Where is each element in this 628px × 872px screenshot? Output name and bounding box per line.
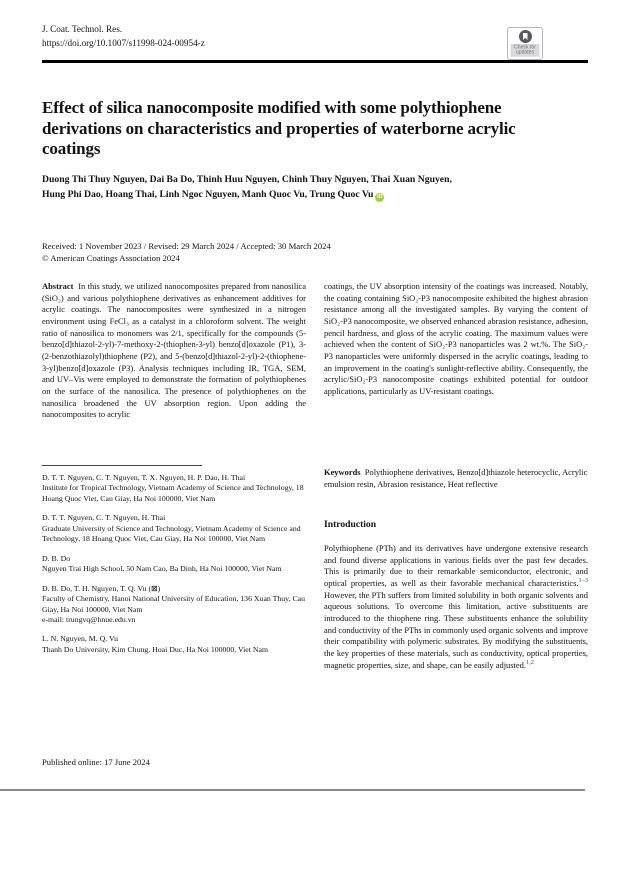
abstract-paragraph <box>42 281 306 421</box>
author-list <box>42 172 588 202</box>
footnote-2-affiliation: Graduate University of Science and Technology, Vietnam Academy of Science and Technology, 18 Hoang Quoc Viet, Cau Giay, Ha Noi 100000, Viet Nam <box>42 523 301 544</box>
copyright-line: © American Coatings Association 2024 <box>42 252 180 263</box>
journal-name: J. Coat. Technol. Res. <box>42 24 123 34</box>
page-title: Effect of silica nanocomposite modified with some polythiophene derivations on characteristics and properties of waterborne acrylic coatings <box>42 98 516 158</box>
authors-line-2 <box>42 187 588 202</box>
intro-text-2: However, the PTh suffers from limited solubility in both organic solvents and aqueous solutions. To overcome this limitation, active substituents are introduced to the thiophene ring. These substituents enhance the solubility and conductivity of the PThs in commonly used organic solvents and improve their compatibility with polymeric substrates. By modifying the substituents, the key properties of these materials, such as conductivity, optical properties, magnetic properties, size, and shape, can be easily adjusted. <box>324 589 588 670</box>
affiliation-footnotes <box>42 465 306 664</box>
footnote-rule <box>42 465 202 466</box>
footnote-1-names: D. T. T. Nguyen, C. T. Nguyen, T. X. Nguyen, H. P. Dao, H. Thai <box>42 473 246 482</box>
authors-line-1: Duong Thi Thuy Nguyen, Dai Ba Do, Thinh Huu Nguyen, Chinh Thuy Nguyen, Thai Xuan Nguyen, <box>42 174 452 185</box>
citation-ref-1-3[interactable]: 1–3 <box>578 577 588 585</box>
footnote-1 <box>42 473 306 504</box>
journal-header <box>42 23 205 50</box>
keywords-block <box>324 467 588 490</box>
check-updates-label <box>511 44 540 57</box>
check-for-updates-badge[interactable] <box>507 27 543 60</box>
left-column <box>42 281 306 731</box>
footnote-4-email[interactable]: e-mail: trungvq@hnue.edu.vn <box>42 614 136 624</box>
introduction-paragraph <box>324 543 588 671</box>
keywords-text: Polythiophene derivatives, Benzo[d]thiazole heterocyclic, Acrylic emulsion resin, Abrasion resistance, Heat reflective <box>324 467 588 489</box>
right-column <box>324 281 588 731</box>
published-online: Published online: 17 June 2024 <box>42 757 150 767</box>
footnote-4-affiliation: Faculty of Chemistry, Hanoi National University of Education, 136 Xuan Thuy, Cau Giay, Ha Noi 100000, Viet Nam <box>42 594 306 614</box>
check-updates-line1: Check for <box>514 44 536 50</box>
intro-text-1: Polythiophene (PTh) and its derivatives have undergone extensive research and found diverse applications in various fields over the past few decades. This is primarily due to their remarkable semiconductor, electronic, and optical properties, as well as their favorable mechanical characteristics. <box>324 543 588 588</box>
footnote-3 <box>42 554 306 575</box>
keywords-label: Keywords <box>324 467 361 477</box>
footnote-2-names: D. T. T. Nguyen, C. T. Nguyen, H. Thai <box>42 513 166 523</box>
doi-link[interactable]: https://doi.org/10.1007/s11998-024-00954-z <box>42 37 205 48</box>
abstract-text-col1: In this study, we utilized nanocomposites prepared from nanosilica (SiO₂) and various polythiophene derivatives as enhancement additives for acrylic coatings. The nanocomposites were synthesized in a nitrogen environment using FeCl₃ as a catalyst in a chloroform solvent. The weight ratio of nanosilica to monomers was 2/1, specifically for the compounds (5-benzo[d]thiazol-2-yl)-7-methoxy-2-(thiophen-3-yl) benzo[d]oxazole (P1), 3-(2-benzothiazolyl)thiophene (P2), and 5-(benzo[d]thiazol-2-yl)-2-(thiophene-3-yl)benzo[d]oxazole (P3). Analysis techniques including IR, TGA, SEM, and UV–Vis were employed to demonstrate the formation of polythiophenes on the surface of the nanosilica. The presence of polythiophenes on the nanosilica broadened the UV absorption region. Upon adding the nanocomposites to acrylic <box>42 281 306 420</box>
footnote-1-affiliation: Institute for Tropical Technology, Vietnam Academy of Science and Technology, 18 Hoang Quoc Viet, Cau Giay, Ha Noi 100000, Viet Nam <box>42 483 304 503</box>
footnote-2 <box>42 513 306 544</box>
citation-ref-1-2[interactable]: 1,2 <box>525 658 534 666</box>
footnote-5-affiliation: Thanh Do University, Kim Chung, Hoai Duc, Ha Noi 100000, Viet Nam <box>42 644 269 654</box>
footnote-3-names: D. B. Do <box>42 553 71 563</box>
footnote-4-names: D. B. Do, T. H. Nguyen, T. Q. Vu (⊠) <box>42 583 161 593</box>
page-bottom-rule <box>0 789 585 791</box>
abstract-label: Abstract <box>42 281 74 291</box>
footnote-5 <box>42 634 306 655</box>
abstract-continuation: coatings, the UV absorption intensity of the coatings was increased. Notably, the coating containing SiO₂-P3 nanocomposite exhibited the highest abrasion resistance among all the investigated samples. By varying the content of SiO₂-P3 nanocomposite, we observed enhanced abrasion resistance, adhesion, pencil hardness, and gloss of the acrylic coating. The maximum values were achieved when the content of SiO₂-P3 nanoparticles was 2 wt.%. The SiO₂-P3 nanoparticles were uniformly dispersed in the acrylic coatings, leading to an improvement in the coating's sunlight-reflective ability. Consequently, the acrylic/SiO₂-P3 nanocomposite coatings exhibited potential for outdoor applications, particularly as UV-resistant coatings. <box>324 281 588 396</box>
footnote-5-names: L. N. Nguyen, M. Q. Vu <box>42 634 119 644</box>
authors-line-2-text: Hung Phi Dao, Hoang Thai, Linh Ngoc Nguyen, Manh Quoc Vu, Trung Quoc Vu <box>42 189 374 200</box>
check-updates-line2: updates <box>515 50 535 56</box>
footnote-3-affiliation: Nguyen Trai High School, 50 Nam Cao, Ba Dinh, Ha Noi 100000, Viet Nam <box>42 564 282 574</box>
footnote-4 <box>42 584 306 626</box>
orcid-icon[interactable]: iD <box>377 194 383 200</box>
check-updates-icon <box>519 30 532 43</box>
header-rule <box>42 60 588 63</box>
introduction-heading: Introduction <box>324 519 377 530</box>
received-revised-accepted: Received: 1 November 2023 / Revised: 29 March 2024 / Accepted: 30 March 2024 <box>42 241 331 251</box>
article-history <box>42 241 331 264</box>
